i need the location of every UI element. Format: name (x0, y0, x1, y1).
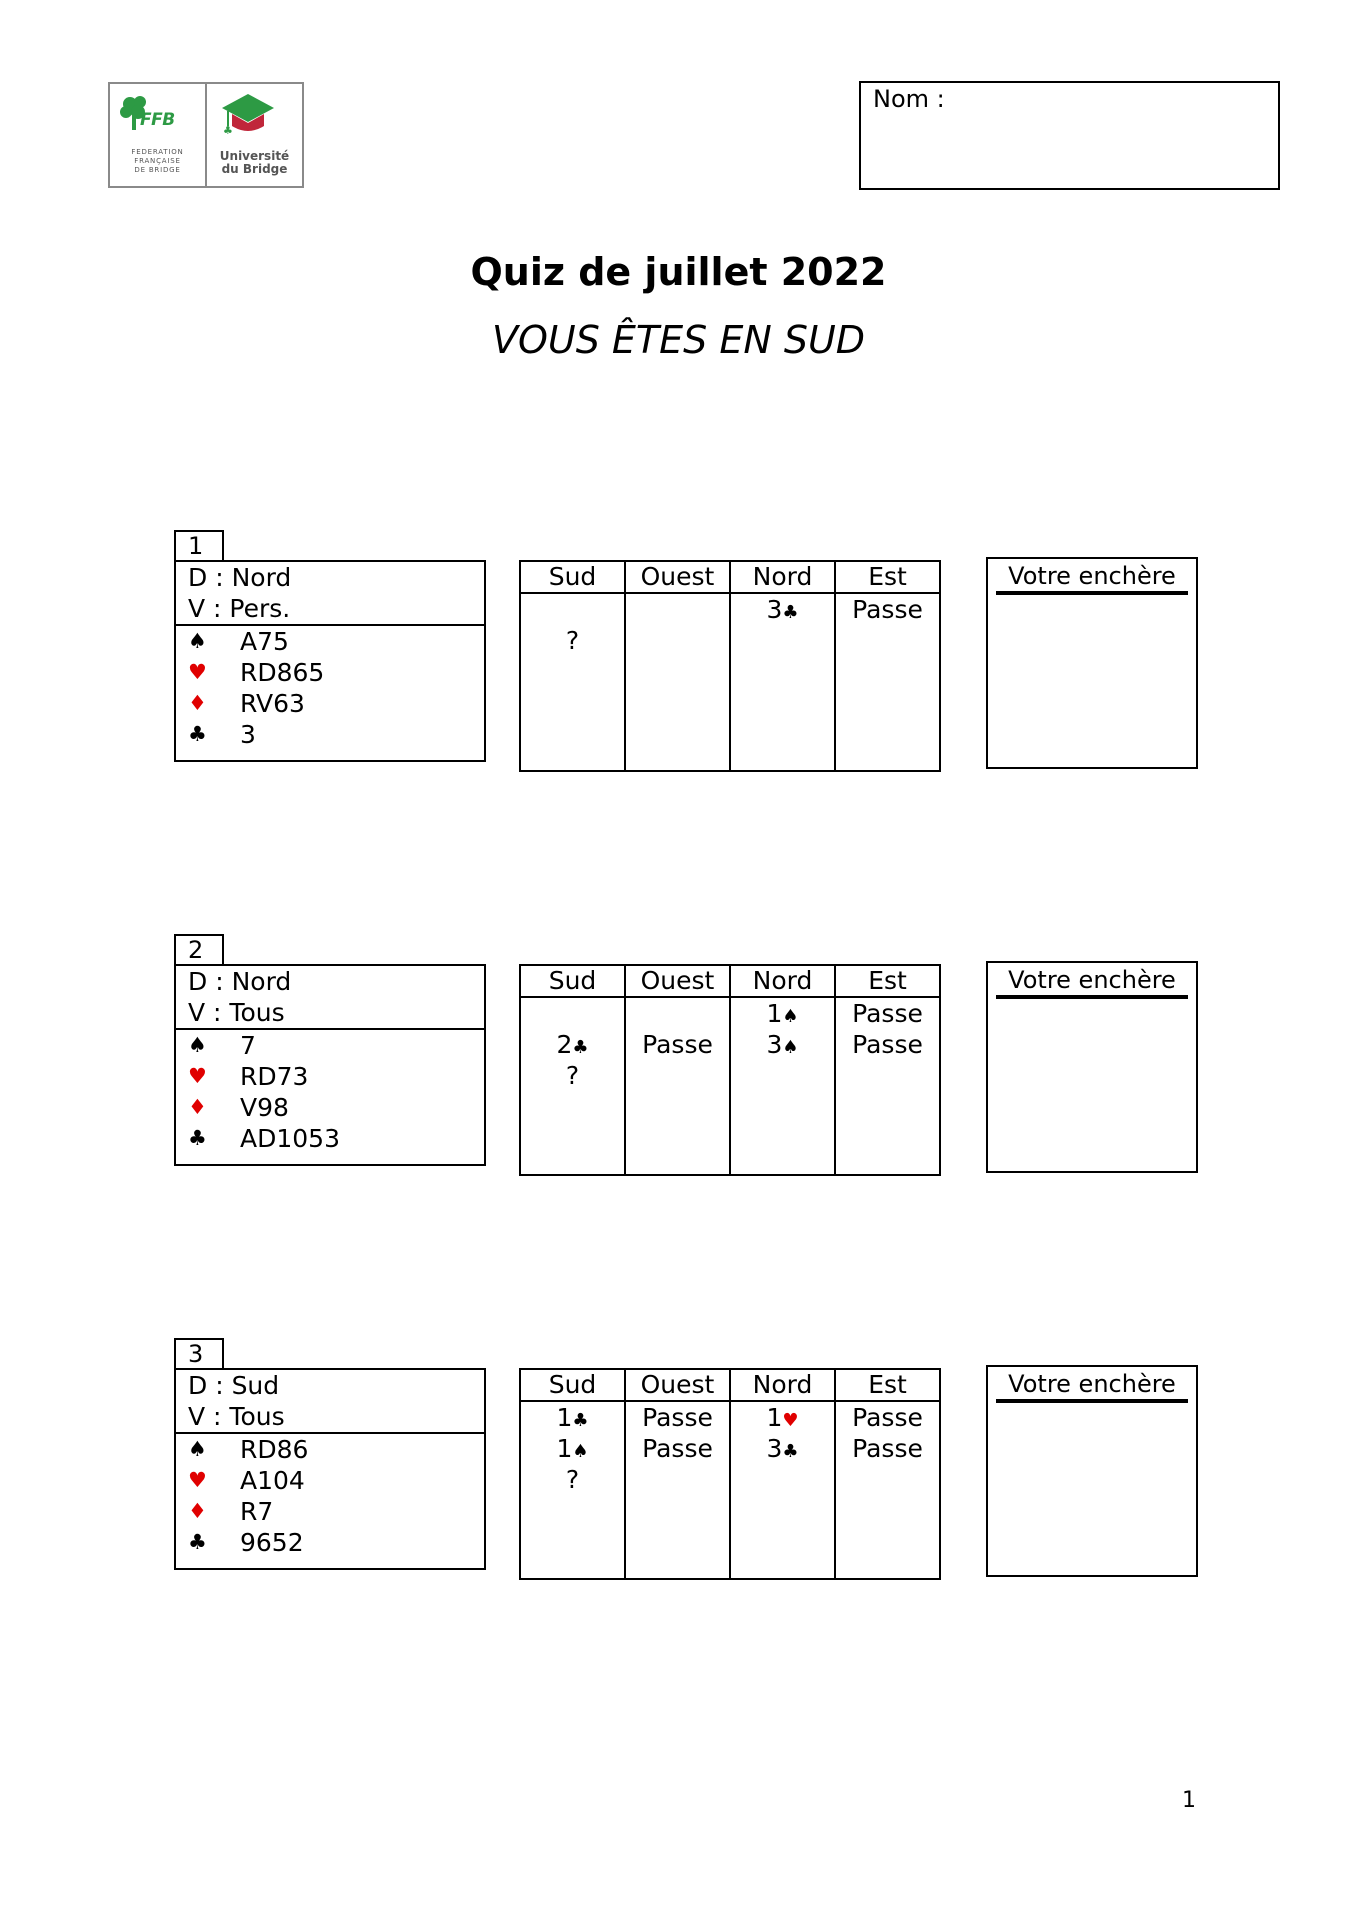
bid-suit-icon: ♣ (572, 1410, 589, 1431)
auction-header-est: Est (836, 966, 939, 998)
dealer-text: D : Sud (188, 1371, 280, 1400)
auction-header-ouest: Ouest (626, 1370, 729, 1402)
logo-block (108, 82, 304, 188)
auction-column-sud (521, 562, 624, 770)
bid: Passe (642, 1434, 713, 1463)
bid-level: 1 (556, 1403, 573, 1432)
clubs-cards: 3 (240, 720, 256, 749)
bid-suit-icon: ♠ (782, 1006, 799, 1027)
page-title: Quiz de juillet 2022 (470, 250, 887, 294)
bid (731, 1433, 834, 1464)
club-icon: ♣ (188, 1530, 207, 1554)
suit-row (188, 1061, 484, 1092)
auction-column-ouest (624, 562, 729, 770)
answer-label: Votre enchère (996, 1369, 1188, 1403)
auction-column-est (834, 966, 939, 1174)
deal-number: 3 (174, 1338, 224, 1368)
hand-panel (174, 964, 486, 1166)
bid: Passe (642, 1403, 713, 1432)
bid (521, 1433, 624, 1464)
bid (731, 1029, 834, 1060)
bid: Passe (852, 595, 923, 624)
hearts-cards: RD73 (240, 1062, 309, 1091)
bid-suit-icon: ♣ (572, 1037, 589, 1058)
clubs-cards: 9652 (240, 1528, 304, 1557)
ffb-subtitle: FEDERATION FRANÇAISE DE BRIDGE (131, 148, 184, 174)
bid-level: 3 (766, 1434, 783, 1463)
auction-header-nord: Nord (731, 562, 834, 594)
deal-info (176, 966, 484, 1030)
bid-level: 2 (556, 1030, 573, 1059)
bid (731, 998, 834, 1029)
spades-cards: 7 (240, 1031, 256, 1060)
auction-header-est: Est (836, 1370, 939, 1402)
bid: Passe (852, 1434, 923, 1463)
hand-cards (176, 1030, 484, 1164)
suit-row (188, 719, 484, 750)
deal-info (176, 562, 484, 626)
diamond-icon: ♦ (188, 1095, 207, 1119)
bid-suit-icon: ♣ (782, 602, 799, 623)
diamonds-cards: V98 (240, 1093, 289, 1122)
hand-cards (176, 626, 484, 760)
bid-level: 1 (766, 1403, 783, 1432)
name-field[interactable] (859, 81, 1280, 190)
deal-number: 1 (174, 530, 224, 560)
suit-row (188, 1092, 484, 1123)
bid: Passe (852, 1403, 923, 1432)
auction-header-ouest: Ouest (626, 562, 729, 594)
suit-row (188, 1434, 484, 1465)
bid-suit-icon: ♥ (782, 1410, 799, 1431)
auction-header-est: Est (836, 562, 939, 594)
spade-icon: ♠ (188, 629, 207, 653)
vulnerability-text: V : Tous (188, 998, 285, 1027)
deal-number: 2 (174, 934, 224, 964)
page-subtitle: VOUS ÊTES EN SUD (491, 318, 866, 362)
universite-logo (205, 84, 302, 186)
auction-column-ouest (624, 966, 729, 1174)
bid-suit-icon: ♠ (782, 1037, 799, 1058)
club-icon: ♣ (188, 722, 207, 746)
suit-row (188, 1123, 484, 1154)
auction-header-nord: Nord (731, 966, 834, 998)
auction-column-nord (729, 966, 834, 1174)
spades-cards: RD86 (240, 1435, 309, 1464)
bid-suit-icon: ♠ (572, 1441, 589, 1462)
auction-grid (519, 560, 941, 772)
suit-row (188, 1465, 484, 1496)
suit-row (188, 1496, 484, 1527)
suit-row (188, 1527, 484, 1558)
auction-column-nord (729, 562, 834, 770)
auction-column-est (834, 562, 939, 770)
suit-row (188, 688, 484, 719)
spade-icon: ♠ (188, 1437, 207, 1461)
bid (521, 1402, 624, 1433)
heart-icon: ♥ (188, 1064, 207, 1088)
bid: Passe (642, 1030, 713, 1059)
suit-row (188, 1030, 484, 1061)
diamond-icon: ♦ (188, 691, 207, 715)
vulnerability-text: V : Pers. (188, 594, 291, 623)
dealer-text: D : Nord (188, 967, 292, 996)
hand-panel (174, 1368, 486, 1570)
spade-icon: ♠ (188, 1033, 207, 1057)
heart-icon: ♥ (188, 660, 207, 684)
bid (731, 594, 834, 625)
answer-label: Votre enchère (996, 965, 1188, 999)
answer-box[interactable] (986, 557, 1198, 769)
hand-panel (174, 560, 486, 762)
deal-info (176, 1370, 484, 1434)
bid: Passe (852, 999, 923, 1028)
auction-header-nord: Nord (731, 1370, 834, 1402)
spades-cards: A75 (240, 627, 289, 656)
hearts-cards: A104 (240, 1466, 305, 1495)
bid (521, 998, 624, 1029)
auction-column-sud (521, 1370, 624, 1578)
club-icon: ♣ (188, 1126, 207, 1150)
bid (626, 998, 729, 1029)
answer-box[interactable] (986, 1365, 1198, 1577)
auction-column-sud (521, 966, 624, 1174)
bid (521, 594, 624, 625)
auction-header-sud: Sud (521, 966, 624, 998)
auction-header-ouest: Ouest (626, 966, 729, 998)
answer-label: Votre enchère (996, 561, 1188, 595)
auction-grid (519, 1368, 941, 1580)
clubs-cards: AD1053 (240, 1124, 340, 1153)
ffb-brand: FFB (140, 110, 175, 130)
bid-level: 3 (766, 595, 783, 624)
ffb-logo (110, 84, 205, 186)
diamonds-cards: R7 (240, 1497, 274, 1526)
page-number: 1 (1182, 1788, 1196, 1813)
bid-level: 1 (556, 1434, 573, 1463)
hearts-cards: RD865 (240, 658, 325, 687)
auction-column-nord (729, 1370, 834, 1578)
svg-text:♣: ♣ (223, 124, 233, 137)
bid-suit-icon: ♣ (782, 1441, 799, 1462)
auction-column-est (834, 1370, 939, 1578)
bid-level: 3 (766, 1030, 783, 1059)
graduation-cap-icon (220, 92, 276, 138)
bid: ? (565, 626, 580, 655)
universite-brand: Université du Bridge (219, 149, 290, 176)
auction-header-sud: Sud (521, 1370, 624, 1402)
answer-box[interactable] (986, 961, 1198, 1173)
name-label: Nom : (873, 85, 945, 113)
dealer-text: D : Nord (188, 563, 292, 592)
hand-cards (176, 1434, 484, 1568)
auction-grid (519, 964, 941, 1176)
diamond-icon: ♦ (188, 1499, 207, 1523)
bid-level: 1 (766, 999, 783, 1028)
suit-row (188, 626, 484, 657)
diamonds-cards: RV63 (240, 689, 305, 718)
suit-row (188, 657, 484, 688)
bid: ? (565, 1465, 580, 1494)
bid: Passe (852, 1030, 923, 1059)
vulnerability-text: V : Tous (188, 1402, 285, 1431)
auction-header-sud: Sud (521, 562, 624, 594)
bid (521, 1029, 624, 1060)
bid (731, 1402, 834, 1433)
heart-icon: ♥ (188, 1468, 207, 1492)
auction-column-ouest (624, 1370, 729, 1578)
bid: ? (565, 1061, 580, 1090)
